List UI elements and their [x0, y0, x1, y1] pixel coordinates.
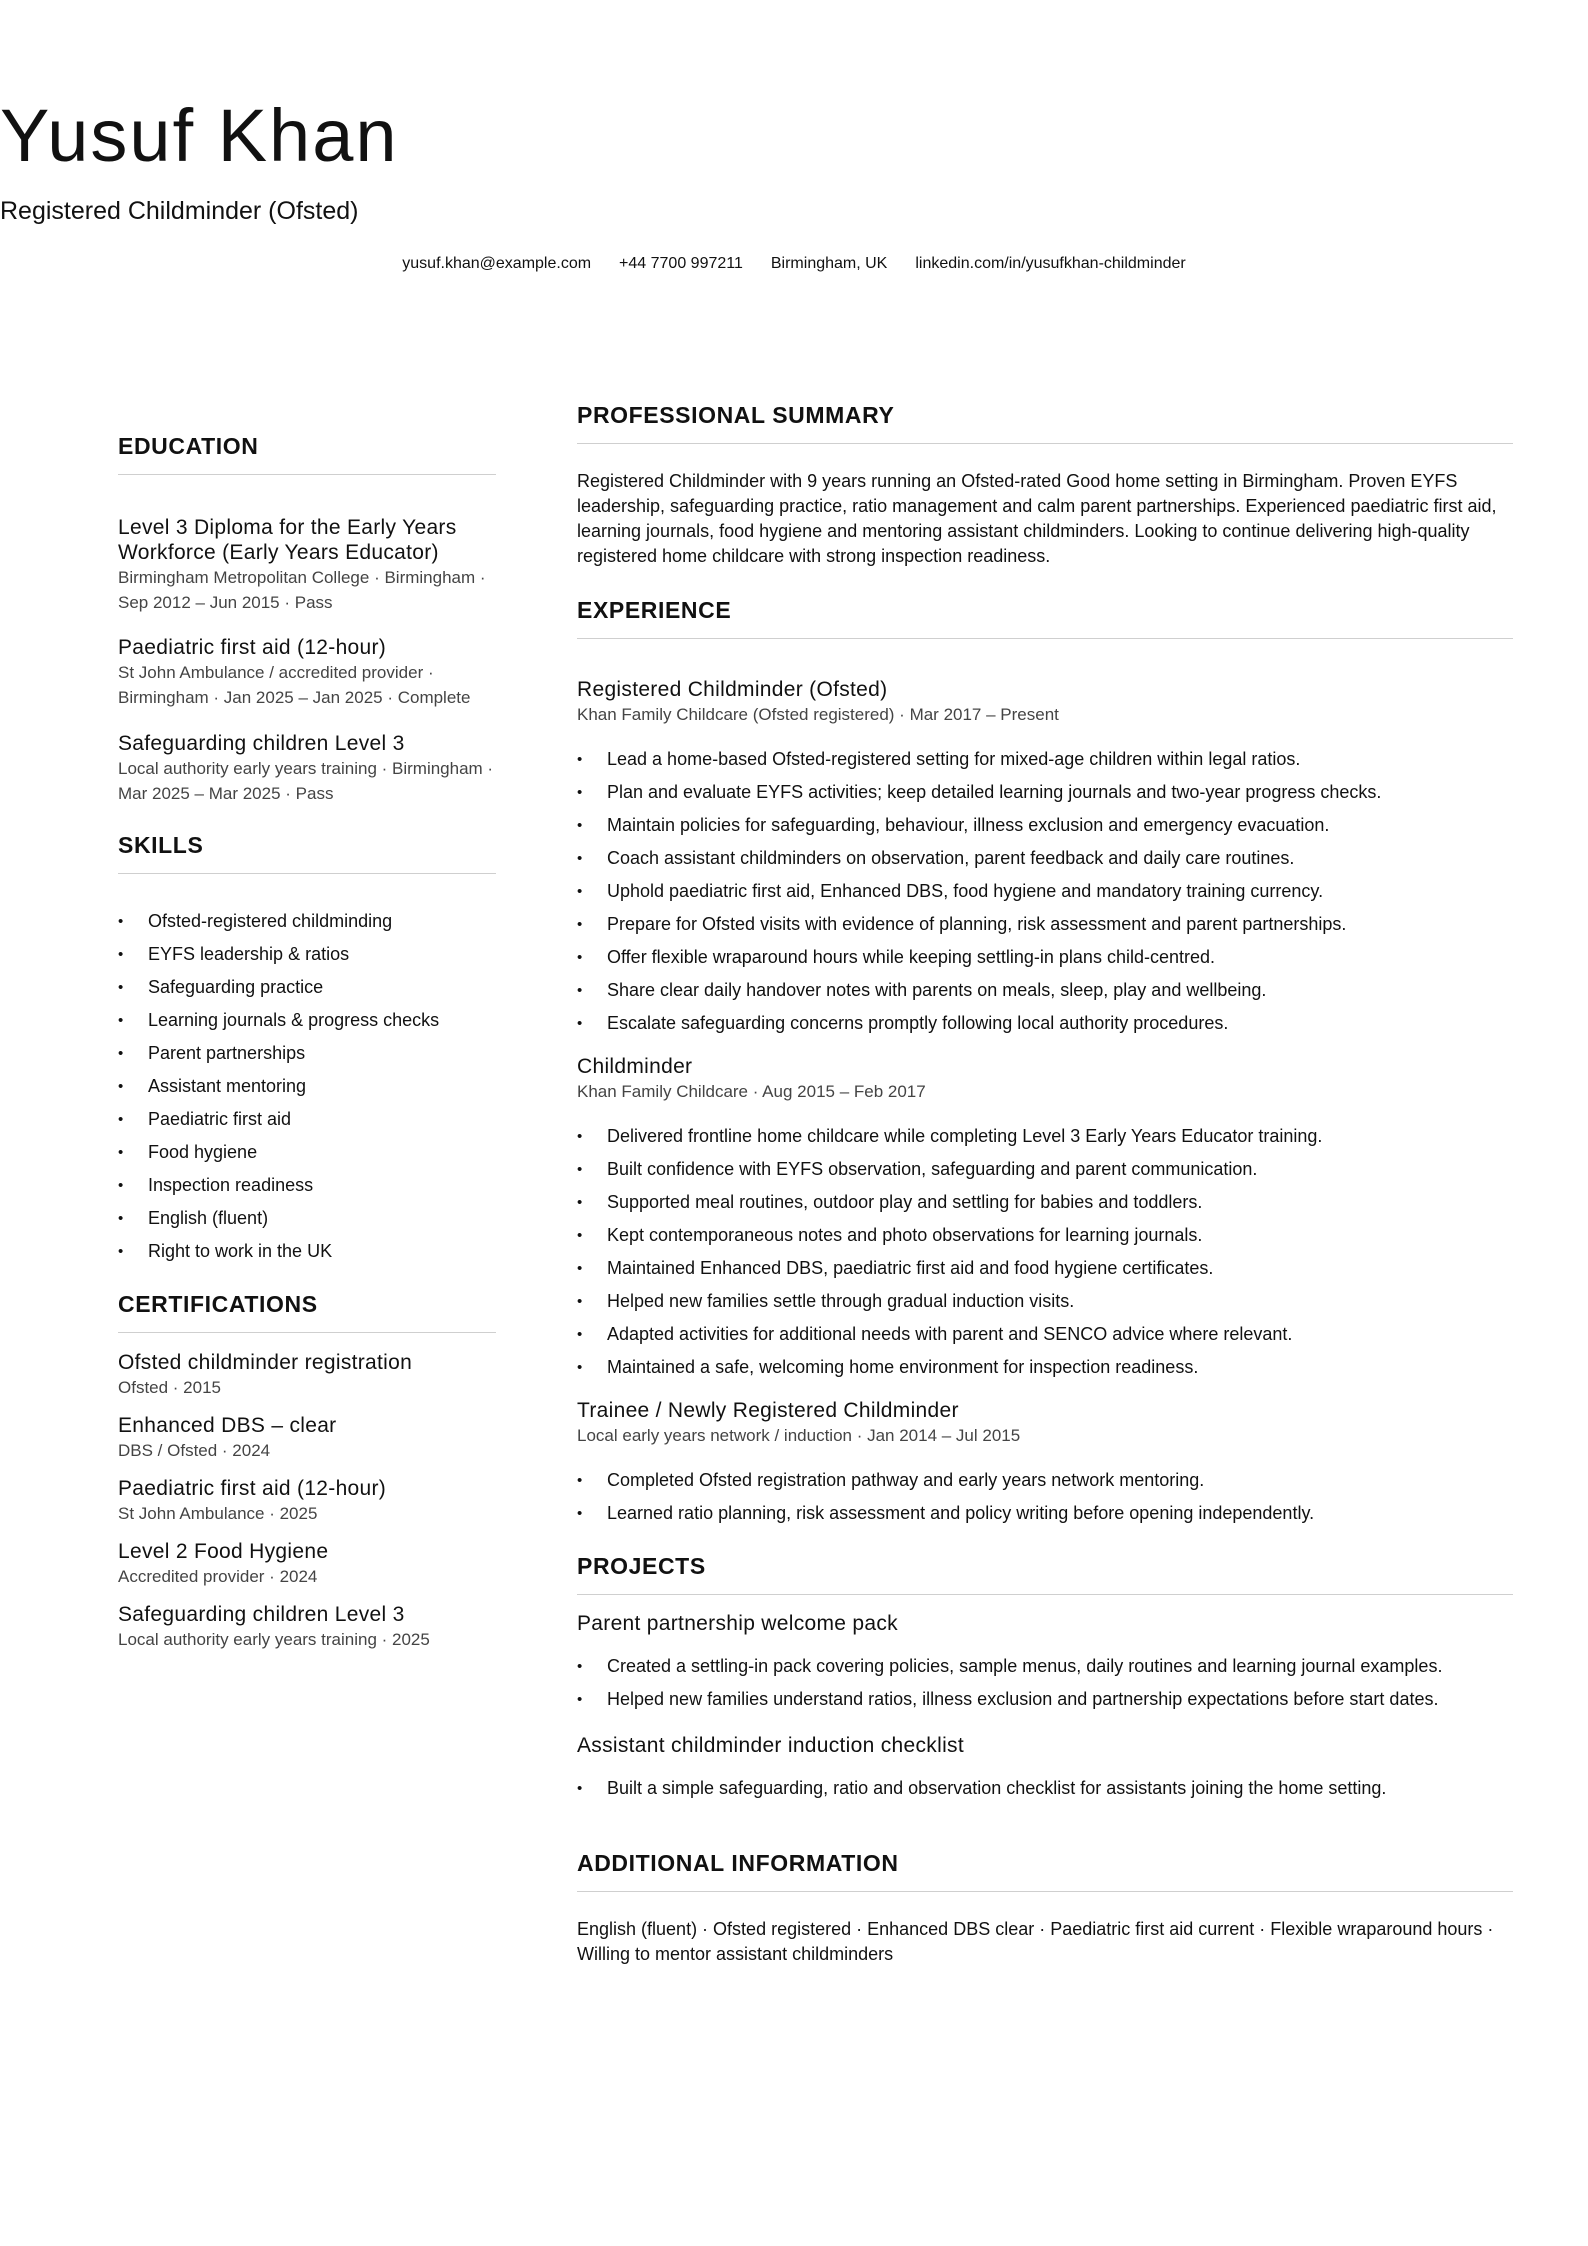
project-title: Assistant childminder induction checklist [577, 1734, 964, 1757]
section-heading: PROJECTS [577, 1553, 706, 1579]
job-title: Trainee / Newly Registered Childminder [577, 1399, 959, 1422]
skills-section [118, 831, 496, 874]
list-item: • Safeguarding practice [118, 971, 496, 1004]
job-bullets [577, 1120, 1513, 1384]
entry-meta: St John Ambulance / accredited provider · Birmingham · Jan 2025 – Jan 2025 · Complete [118, 663, 471, 707]
section-heading: PROFESSIONAL SUMMARY [577, 402, 895, 428]
section-divider [577, 1594, 1513, 1595]
list-item: • Parent partnerships [118, 1037, 496, 1070]
list-item: • Supported meal routines, outdoor play and settling for babies and toddlers. [577, 1186, 1513, 1219]
entry-meta: Local authority early years training · 2025 [118, 1630, 430, 1649]
entry-title: Ofsted childminder registration [118, 1351, 413, 1374]
list-item: • Assistant mentoring [118, 1070, 496, 1103]
list-item: • Coach assistant childminders on observation, parent feedback and daily care routines. [577, 842, 1513, 875]
summary-section [577, 401, 1513, 444]
list-item: • Share clear daily handover notes with parents on meals, sleep, play and wellbeing. [577, 974, 1513, 1007]
section-divider [118, 1332, 496, 1333]
list-item: • Ofsted-registered childminding [118, 905, 496, 938]
section-heading: EDUCATION [118, 433, 259, 459]
list-item: • English (fluent) [118, 1202, 496, 1235]
list-item: • Learning journals & progress checks [118, 1004, 496, 1037]
list-item: • Prepare for Ofsted visits with evidence of planning, risk assessment and parent partnerships. [577, 908, 1513, 941]
list-item: • Created a settling-in pack covering policies, sample menus, daily routines and learning journal examples. [577, 1650, 1513, 1683]
entry-meta: Local authority early years training · Birmingham · Mar 2025 – Mar 2025 · Pass [118, 759, 494, 803]
project-entry [577, 1611, 1513, 1716]
section-divider [118, 474, 496, 475]
skills-list [118, 905, 496, 1268]
list-item: • Helped new families settle through gradual induction visits. [577, 1285, 1513, 1318]
job-entry [577, 1054, 1513, 1384]
education-section [118, 432, 496, 475]
certification-entry [118, 1539, 496, 1589]
list-item: • Inspection readiness [118, 1169, 496, 1202]
entry-meta: Accredited provider · 2024 [118, 1567, 318, 1586]
contact-linkedin[interactable]: linkedin.com/in/yusufkhan-childminder [915, 255, 1186, 272]
job-meta: Khan Family Childcare · Aug 2015 – Feb 2017 [577, 1082, 926, 1101]
list-item: • Completed Ofsted registration pathway and early years network mentoring. [577, 1464, 1513, 1497]
list-item: • Delivered frontline home childcare while completing Level 3 Early Years Educator training. [577, 1120, 1513, 1153]
entry-meta: St John Ambulance · 2025 [118, 1504, 318, 1523]
education-entry [118, 635, 496, 710]
job-bullets [577, 743, 1513, 1040]
list-item: • Kept contemporaneous notes and photo observations for learning journals. [577, 1219, 1513, 1252]
project-bullets [577, 1772, 1513, 1805]
entry-title: Safeguarding children Level 3 [118, 732, 405, 755]
project-entry [577, 1733, 1513, 1805]
list-item: • Maintained Enhanced DBS, paediatric first aid and food hygiene certificates. [577, 1252, 1513, 1285]
list-item: • Adapted activities for additional needs with parent and SENCO advice where relevant. [577, 1318, 1513, 1351]
contact-location: Birmingham, UK [770, 255, 888, 272]
list-item: • Food hygiene [118, 1136, 496, 1169]
entry-title: Level 3 Diploma for the Early Years Workforce (Early Years Educator) [118, 516, 457, 564]
additional-section [577, 1849, 1513, 1892]
entry-meta: DBS / Ofsted · 2024 [118, 1441, 271, 1460]
list-item: • Maintained a safe, welcoming home environment for inspection readiness. [577, 1351, 1513, 1384]
job-entry [577, 1398, 1513, 1530]
project-title: Parent partnership welcome pack [577, 1612, 898, 1635]
list-item: • Offer flexible wraparound hours while keeping settling-in plans child-centred. [577, 941, 1513, 974]
entry-title: Paediatric first aid (12-hour) [118, 1477, 387, 1500]
list-item: • Lead a home-based Ofsted-registered setting for mixed-age children within legal ratios. [577, 743, 1513, 776]
entry-meta: Birmingham Metropolitan College · Birmingham · Sep 2012 – Jun 2015 · Pass [118, 568, 486, 612]
project-bullets [577, 1650, 1513, 1716]
experience-section [577, 596, 1513, 639]
entry-title: Level 2 Food Hygiene [118, 1540, 329, 1563]
contact-email[interactable]: yusuf.khan@example.com [402, 255, 592, 272]
entry-meta: Ofsted · 2015 [118, 1378, 222, 1397]
certification-entry [118, 1350, 496, 1400]
contact-phone[interactable]: +44 7700 997211 [619, 255, 743, 272]
job-entry [577, 677, 1513, 1040]
skills-list-wrap [118, 905, 496, 1268]
list-item: • Escalate safeguarding concerns promptly following local authority procedures. [577, 1007, 1513, 1040]
projects-section [577, 1552, 1513, 1595]
summary-text: Registered Childminder with 9 years running an Ofsted-rated Good home setting in Birmingham. Proven EYFS leadership, safeguarding practice, ratio management and calm parent partnerships. Experienced paediatric first aid, learning journals, food hygiene and mentoring assistant childminders. Looking to continue delivering high-quality registered home childcare with strong inspection readiness. [577, 471, 1497, 566]
section-divider [118, 873, 496, 874]
list-item: • Built a simple safeguarding, ratio and observation checklist for assistants joining the home setting. [577, 1772, 1513, 1805]
job-meta: Khan Family Childcare (Ofsted registered) · Mar 2017 – Present [577, 705, 1059, 724]
education-entry [118, 731, 496, 806]
entry-title: Safeguarding children Level 3 [118, 1603, 405, 1626]
section-heading: CERTIFICATIONS [118, 1291, 318, 1317]
candidate-title: Registered Childminder (Ofsted) [0, 197, 359, 225]
list-item: • Helped new families understand ratios, illness exclusion and partnership expectations before start dates. [577, 1683, 1513, 1716]
education-entry [118, 515, 496, 615]
candidate-name: Yusuf Khan [0, 94, 399, 177]
section-divider [577, 1891, 1513, 1892]
section-divider [577, 443, 1513, 444]
section-divider [577, 638, 1513, 639]
list-item: • Paediatric first aid [118, 1103, 496, 1136]
section-heading: EXPERIENCE [577, 597, 732, 623]
section-heading: ADDITIONAL INFORMATION [577, 1850, 899, 1876]
list-item: • Right to work in the UK [118, 1235, 496, 1268]
section-heading: SKILLS [118, 832, 204, 858]
list-item: • EYFS leadership & ratios [118, 938, 496, 971]
list-item: • Maintain policies for safeguarding, behaviour, illness exclusion and emergency evacuation. [577, 809, 1513, 842]
list-item: • Plan and evaluate EYFS activities; keep detailed learning journals and two-year progress checks. [577, 776, 1513, 809]
certification-entry [118, 1602, 496, 1652]
certification-entry [118, 1413, 496, 1463]
entry-title: Enhanced DBS – clear [118, 1414, 337, 1437]
entry-title: Paediatric first aid (12-hour) [118, 636, 387, 659]
certification-entry [118, 1476, 496, 1526]
list-item: • Built confidence with EYFS observation, safeguarding and parent communication. [577, 1153, 1513, 1186]
job-title: Registered Childminder (Ofsted) [577, 678, 888, 701]
job-title: Childminder [577, 1055, 693, 1078]
job-bullets [577, 1464, 1513, 1530]
list-item: • Learned ratio planning, risk assessment and policy writing before opening independently. [577, 1497, 1513, 1530]
job-meta: Local early years network / induction · Jan 2014 – Jul 2015 [577, 1426, 1021, 1445]
additional-text: English (fluent) · Ofsted registered · Enhanced DBS clear · Paediatric first aid current · Flexible wraparound hours · Willing to mentor assistant childminders [577, 1919, 1494, 1964]
list-item: • Uphold paediatric first aid, Enhanced DBS, food hygiene and mandatory training currency. [577, 875, 1513, 908]
contact-line [0, 254, 1588, 274]
certifications-section [118, 1290, 496, 1333]
